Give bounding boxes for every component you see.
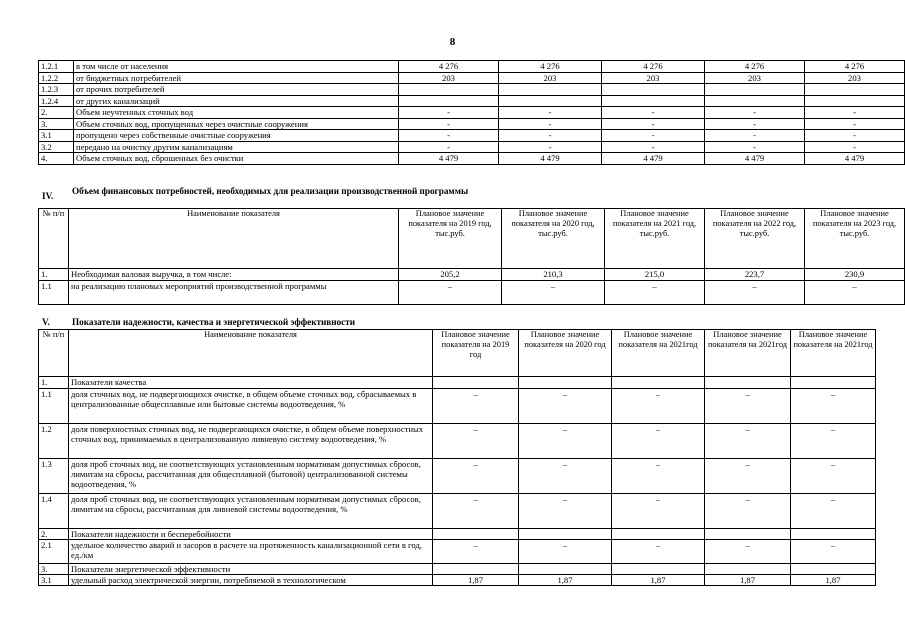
section-4-title: Объем финансовых потребностей, необходимых для реализации производственной программы [72,186,469,196]
row-name: доля поверхностных сточных вод, не подвергающихся очистке, в общем объеме поверхностных сточных вод, принимаемых в централизованную ливневую систему водоотведения, % [69,424,433,459]
row-value: - [499,130,602,142]
table-row [39,153,905,165]
row-value [612,377,705,389]
row-value: – [705,540,791,564]
row-value: 203 [705,72,805,84]
row-value: – [805,281,905,305]
row-value: - [399,118,499,130]
row-number: 1.3 [39,459,69,494]
header-col-1: Плановое значение показателя на 2019 год [433,330,519,377]
row-name: доля проб сточных вод, не соответствующих установленным нормативам допустимых сбросов, лимитам на сбросы, рассчитанная для общесплавной (бытовой) централизованной системы водоотведения, % [69,459,433,494]
row-value: 4 276 [602,61,705,73]
table-row [39,494,876,529]
row-value: 4 276 [705,61,805,73]
row-value: – [433,389,519,424]
row-value: – [399,281,502,305]
row-value [602,95,705,107]
header-col-2023: Плановое значение показателя на 2023 год, тыс.руб. [805,209,905,269]
header-col-2019: Плановое значение показателя на 2019 год, тыс.руб. [399,209,502,269]
row-value: 4 276 [805,61,905,73]
row-name: передано на очистку другим канализациям [74,141,399,153]
row-number: 4. [39,153,74,165]
row-value: 203 [399,72,499,84]
row-value: – [433,459,519,494]
table-row [39,118,905,130]
row-name: удельное количество аварий и засоров в расчете на протяженность канализационной сети в год, ед./км [69,540,433,564]
row-value [519,529,612,540]
row-value: 4 276 [499,61,602,73]
row-value: - [399,130,499,142]
row-value: 4 479 [499,153,602,165]
row-value: 1,87 [519,575,612,586]
row-value [791,564,876,575]
row-value: – [791,424,876,459]
row-number: 2. [39,107,74,119]
row-value: 4 479 [602,153,705,165]
row-name: Необходимая валовая выручка, в том числе: [69,269,399,281]
row-value: – [612,494,705,529]
row-value: – [705,389,791,424]
row-value: - [499,141,602,153]
row-value: - [805,141,905,153]
row-value [791,377,876,389]
row-number: 3.2 [39,141,74,153]
row-value: – [519,389,612,424]
section-5-title: Показатели надежности, качества и энергетической эффективности [72,317,356,327]
row-number: 2.1 [39,540,69,564]
section-4-number: IV. [42,191,54,201]
row-name: от бюджетных потребителей [74,72,399,84]
row-value: - [602,118,705,130]
row-value: 205,2 [399,269,502,281]
row-value: - [602,130,705,142]
row-value: – [519,459,612,494]
row-value: – [791,540,876,564]
table-row [39,564,876,575]
table-row [39,95,905,107]
row-number: 1.1 [39,281,69,305]
row-value: 1,87 [791,575,876,586]
row-number: 1. [39,269,69,281]
header-col-2021: Плановое значение показателя на 2021 год, тыс.руб. [605,209,705,269]
table-row [39,281,905,305]
row-number: 1. [39,377,69,389]
row-value: – [791,459,876,494]
row-value [399,95,499,107]
header-col-2: Плановое значение показателя на 2020 год [519,330,612,377]
row-value: 4 479 [399,153,499,165]
row-value: 203 [602,72,705,84]
row-value: - [602,141,705,153]
row-value: – [605,281,705,305]
table-row [39,72,905,84]
row-value: - [805,130,905,142]
row-value [612,529,705,540]
row-value [519,377,612,389]
section-5-number: V. [42,317,50,327]
row-value: - [399,107,499,119]
row-value: 210,3 [502,269,605,281]
table-row [39,84,905,96]
row-name: Показатели качества [69,377,433,389]
page-number: 8 [449,36,456,48]
row-value [805,84,905,96]
header-col-4: Плановое значение показателя на 2021год [705,330,791,377]
row-value: - [705,118,805,130]
financial-needs-table [38,208,905,305]
header-num: № п/п [39,330,69,377]
row-value: - [499,107,602,119]
row-value: – [519,494,612,529]
row-name: Объем сточных вод, пропущенных через очистные сооружения [74,118,399,130]
row-value: 4 479 [805,153,905,165]
row-number: 1.1 [39,389,69,424]
row-value: – [705,424,791,459]
row-value [602,84,705,96]
header-col-2022: Плановое значение показателя на 2022 год, тыс.руб. [705,209,805,269]
row-value [705,84,805,96]
row-value: 223,7 [705,269,805,281]
row-name: Показатели энергетической эффективности [69,564,433,575]
table-row [39,575,876,586]
row-name: доля проб сточных вод, не соответствующих установленным нормативам допустимых сбросов, лимитам на сбросы, рассчитанная для ливневой системы водоотведения, % [69,494,433,529]
table-row [39,377,876,389]
row-value: - [805,118,905,130]
row-number: 1.4 [39,494,69,529]
row-value: 1,87 [705,575,791,586]
table-row [39,424,876,459]
row-value: 215,0 [605,269,705,281]
row-name: от прочих потребителей [74,84,399,96]
row-value [499,84,602,96]
table-row [39,389,876,424]
row-value: – [705,494,791,529]
row-value [519,564,612,575]
row-value: 1,87 [612,575,705,586]
row-value [705,564,791,575]
row-value: 203 [805,72,905,84]
row-number: 2. [39,529,69,540]
row-value [499,95,602,107]
row-name: на реализацию плановых мероприятий производственной программы [69,281,399,305]
row-value: – [519,424,612,459]
header-name: Наименование показателя [69,209,399,269]
row-value: - [499,118,602,130]
row-value: – [502,281,605,305]
row-value: – [433,540,519,564]
row-value: - [399,141,499,153]
row-value [791,529,876,540]
table-row [39,459,876,494]
row-value: - [602,107,705,119]
row-value: 1,87 [433,575,519,586]
row-value: – [791,389,876,424]
row-value [705,95,805,107]
row-value [433,377,519,389]
row-value [705,529,791,540]
table-row [39,529,876,540]
row-number: 1.2.3 [39,84,74,96]
row-name: Объем неучтенных сточных вод [74,107,399,119]
row-value: – [705,459,791,494]
row-value: - [705,141,805,153]
row-value [805,95,905,107]
row-value: – [433,494,519,529]
row-number: 3. [39,564,69,575]
row-value: - [805,107,905,119]
row-name: удельный расход электрической энергии, потребляемой в технологическом [69,575,433,586]
row-number: 1.2.2 [39,72,74,84]
row-value: – [433,424,519,459]
table-row [39,269,905,281]
row-value [433,529,519,540]
row-value: 4 479 [705,153,805,165]
row-value [399,84,499,96]
row-value: – [612,389,705,424]
row-number: 3.1 [39,130,74,142]
header-num: № п/п [39,209,69,269]
row-value: 4 276 [399,61,499,73]
row-value: – [519,540,612,564]
row-name: от других канализаций [74,95,399,107]
row-value: – [612,424,705,459]
header-col-2020: Плановое значение показателя на 2020 год, тыс.руб. [502,209,605,269]
row-value: – [791,494,876,529]
table-row [39,540,876,564]
row-name: Объем сточных вод, сброшенных без очистки [74,153,399,165]
row-number: 1.2.1 [39,61,74,73]
table-row [39,141,905,153]
header-col-5: Плановое значение показателя на 2021год [791,330,876,377]
wastewater-volume-table [38,60,905,165]
row-value: – [705,281,805,305]
table-row [39,61,905,73]
table-row [39,130,905,142]
row-value: 203 [499,72,602,84]
row-value [612,564,705,575]
row-value [705,377,791,389]
row-name: доля сточных вод, не подвергающихся очистке, в общем объеме сточных вод, сбрасываемых в централизованные общесплавные или бытовые системы водоотведения, % [69,389,433,424]
row-name: в том числе от населения [74,61,399,73]
header-name: Наименование показателя [69,330,433,377]
row-value: - [705,107,805,119]
row-number: 3.1 [39,575,69,586]
row-name: пропущено через собственные очистные сооружения [74,130,399,142]
row-value: – [612,459,705,494]
row-number: 1.2.4 [39,95,74,107]
header-col-3: Плановое значение показателя на 2021год [612,330,705,377]
row-value: – [612,540,705,564]
row-value: 230,9 [805,269,905,281]
reliability-quality-table [38,329,876,586]
row-number: 1.2 [39,424,69,459]
row-name: Показатели надежности и бесперебойности [69,529,433,540]
table-row [39,107,905,119]
row-value: - [705,130,805,142]
row-number: 3. [39,118,74,130]
row-value [433,564,519,575]
